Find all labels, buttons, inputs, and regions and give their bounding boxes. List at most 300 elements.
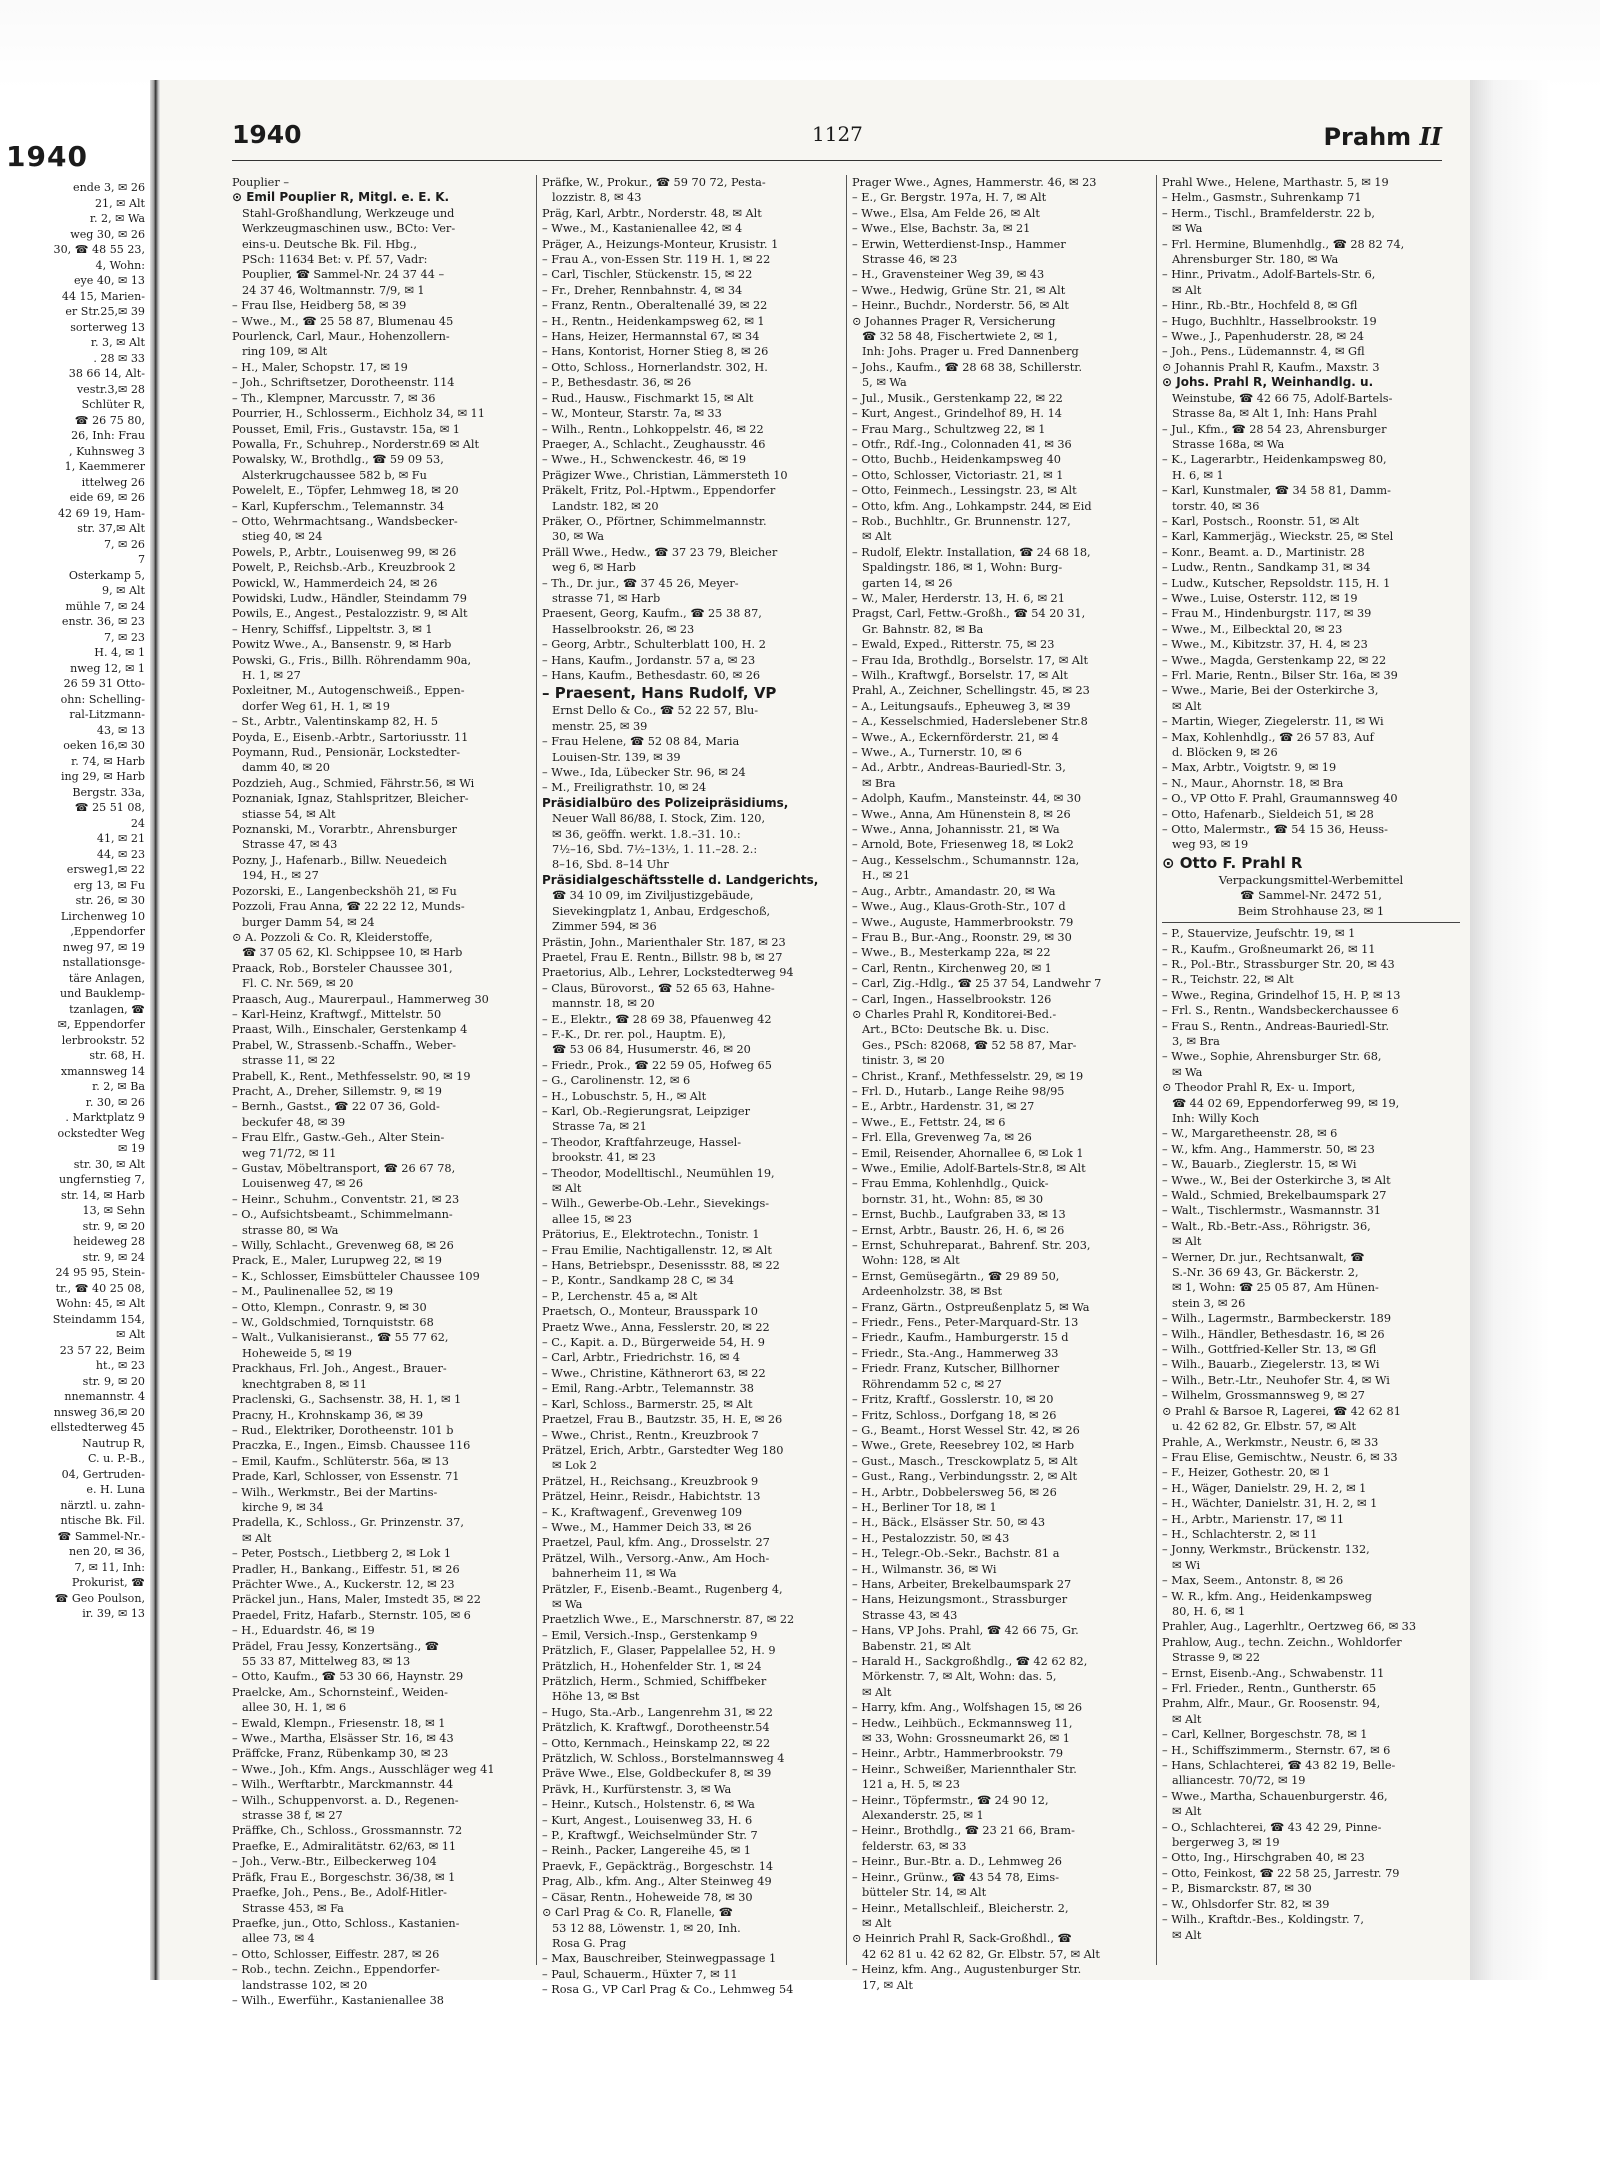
directory-entry: Powski, G., Fris., Billh. Röhrendamm 90a, bbox=[232, 653, 472, 667]
previous-page-line: närztl. u. zahn- bbox=[60, 1498, 145, 1512]
directory-entry: – Frl. D., Hutarb., Lange Reihe 98/95 bbox=[852, 1084, 1065, 1098]
directory-entry-continuation: 5, ✉ Wa bbox=[862, 376, 907, 390]
directory-entry-bold: ⊙ Johs. Prahl R, Weinhandlg. u. bbox=[1162, 375, 1374, 390]
directory-entry: – Otto, Schlosser, Eiffestr. 287, ✉ 26 bbox=[232, 1947, 440, 1961]
directory-entry: – Wilh., Kraftwgf., Borselstr. 17, ✉ Alt bbox=[852, 669, 1068, 682]
directory-entry-continuation: Weinstube, ☎ 42 66 75, Adolf-Bartels- bbox=[1172, 391, 1393, 405]
directory-entry: – Cäsar, Rentn., Hoheweide 78, ✉ 30 bbox=[542, 1890, 753, 1904]
previous-page-line: erg 13, ✉ Fu bbox=[73, 878, 145, 892]
directory-entry: – Hugo, Sta.-Arb., Langenrehm 31, ✉ 22 bbox=[542, 1705, 773, 1719]
directory-entry-continuation: weg 71/72, ✉ 11 bbox=[242, 1146, 337, 1160]
directory-entry-continuation: ✉ Alt bbox=[1172, 1928, 1202, 1942]
directory-entry: – K., Schlosser, Eimsbütteler Chaussee 109 bbox=[232, 1269, 480, 1283]
directory-entry: – Emil, Kaufm., Schlüterstr. 56a, ✉ 13 bbox=[232, 1454, 449, 1468]
directory-entry: – Wilh., Lagermstr., Barmbeckerstr. 189 bbox=[1162, 1312, 1392, 1326]
directory-entry: – Heinr., Bur.-Btr. a. D., Lehmweg 26 bbox=[852, 1855, 1062, 1869]
directory-entry: Poxleitner, M., Autogenschweiß., Eppen- bbox=[232, 684, 465, 698]
directory-entry-continuation: weg 93, ✉ 19 bbox=[1172, 838, 1249, 852]
directory-entry: – K., Lagerarbtr., Heidenkampsweg 80, bbox=[1162, 453, 1387, 467]
previous-page-line: str. 14, ✉ Harb bbox=[61, 1188, 145, 1202]
directory-entry: – Wilh., Schuppenvorst. a. D., Regenen- bbox=[232, 1793, 459, 1807]
previous-page-line: 7, ✉ 11, Inh: bbox=[74, 1560, 145, 1574]
directory-entry: – Erwin, Wetterdienst-Insp., Hammer bbox=[852, 237, 1066, 251]
directory-entry: – K., Kraftwagenf., Grevenweg 109 bbox=[542, 1505, 743, 1519]
directory-entry: – W., Goldschmied, Tornquiststr. 68 bbox=[232, 1316, 434, 1330]
directory-entry-continuation: damm 40, ✉ 20 bbox=[242, 761, 330, 775]
previous-page-line: nnemannstr. 4 bbox=[64, 1390, 145, 1403]
previous-page-line: 30, ☎ 48 55 23, bbox=[53, 243, 145, 256]
directory-entry-continuation: Mörkenstr. 7, ✉ Alt, Wohn: das. 5, bbox=[862, 1670, 1057, 1684]
directory-entry-continuation: beckufer 48, ✉ 39 bbox=[242, 1115, 346, 1129]
directory-entry: – Hans, Heizer, Hermannstal 67, ✉ 34 bbox=[542, 330, 760, 344]
directory-entry: – Wilh., Gewerbe-Ob.-Lehr., Sievekings- bbox=[542, 1197, 770, 1211]
directory-entry: – Otfr., Rdf.-Ing., Colonnaden 41, ✉ 36 bbox=[852, 437, 1072, 451]
directory-entry: Powelelt, E., Töpfer, Lehmweg 18, ✉ 20 bbox=[232, 484, 459, 498]
directory-entry-bold: ⊙ Otto F. Prahl R bbox=[1162, 853, 1303, 872]
previous-page-line: , Kuhnsweg 3 bbox=[69, 444, 145, 458]
directory-entry-continuation: Ardeenholzstr. 38, ✉ Bst bbox=[862, 1285, 1003, 1299]
directory-entry: Pradler, H., Bankang., Eiffestr. 51, ✉ 26 bbox=[232, 1562, 460, 1576]
directory-entry: Prahl, A., Zeichner, Schellingstr. 45, ✉ 23 bbox=[852, 684, 1090, 698]
directory-entry-continuation: strasse 38 f, ✉ 27 bbox=[242, 1809, 343, 1823]
directory-entry: – Wilhelm, Grossmannsweg 9, ✉ 27 bbox=[1162, 1389, 1365, 1403]
directory-entry: – Gust., Masch., Tresckowplatz 5, ✉ Alt bbox=[852, 1454, 1078, 1468]
directory-entry: – Friedr., Kaufm., Hamburgerstr. 15 d bbox=[852, 1331, 1069, 1345]
directory-entry-continuation: alliancestr. 70/72, ✉ 19 bbox=[1172, 1774, 1306, 1788]
previous-page-line: lerbrookstr. 52 bbox=[61, 1033, 145, 1047]
directory-entry-continuation: 121 a, H. 5, ✉ 23 bbox=[862, 1778, 960, 1792]
directory-entry: – Ernst, Eisenb.-Ang., Schwabenstr. 11 bbox=[1162, 1666, 1385, 1680]
directory-entry: – Th., Klempner, Marcusstr. 7, ✉ 36 bbox=[232, 391, 436, 405]
previous-page-line: 24 bbox=[130, 816, 145, 830]
directory-entry: – E., Gr. Bergstr. 197a, H. 7, ✉ Alt bbox=[852, 191, 1047, 205]
directory-entry: – Rud., Elektriker, Dorotheenstr. 101 b bbox=[232, 1423, 454, 1437]
directory-entry: – Otto, Malermstr., ☎ 54 15 36, Heuss- bbox=[1162, 823, 1388, 837]
directory-entry: – H., Gravensteiner Weg 39, ✉ 43 bbox=[852, 268, 1045, 282]
directory-entry: Praclenski, G., Sachsenstr. 38, H. 1, ✉ 1 bbox=[232, 1393, 462, 1407]
directory-entry: – Max, Arbtr., Voigtstr. 9, ✉ 19 bbox=[1162, 761, 1337, 775]
directory-entry: – Wwe., M., Hammer Deich 33, ✉ 26 bbox=[542, 1520, 752, 1534]
previous-page-line: r. 30, ✉ 26 bbox=[85, 1095, 145, 1109]
directory-entry: – H., Rentn., Heidenkampsweg 62, ✉ 1 bbox=[542, 314, 765, 328]
previous-page-line: 7, ✉ 26 bbox=[103, 537, 145, 551]
directory-entry: Praesent, Georg, Kaufm., ☎ 25 38 87, bbox=[542, 607, 762, 621]
directory-entry-continuation: 3, ✉ Bra bbox=[1172, 1034, 1220, 1048]
directory-entry: Prager Wwe., Agnes, Hammerstr. 46, ✉ 23 bbox=[852, 176, 1097, 189]
directory-entry: – W., Monteur, Starstr. 7a, ✉ 33 bbox=[542, 407, 722, 421]
directory-entry: Prackhaus, Frl. Joh., Angest., Brauer- bbox=[232, 1362, 447, 1376]
directory-entry-continuation: ☎ 32 58 48, Fischertwiete 2, ✉ 1, bbox=[862, 330, 1058, 344]
previous-page-line: nweg 97, ✉ 19 bbox=[63, 940, 145, 954]
directory-entry: Praeger, A., Schlacht., Zeughausstr. 46 bbox=[542, 437, 766, 451]
directory-entry-continuation: 17, ✉ Alt bbox=[862, 1978, 913, 1992]
directory-entry: Praetz Wwe., Anna, Fesslerstr. 20, ✉ 22 bbox=[542, 1320, 770, 1334]
directory-entry-continuation: Louisen-Str. 139, ✉ 39 bbox=[552, 750, 681, 764]
directory-entry: ⊙ Carl Prag & Co. R, Flanelle, ☎ bbox=[542, 1906, 733, 1920]
directory-entry: – Hans, Betriebspr., Desenissstr. 88, ✉ 22 bbox=[542, 1259, 780, 1273]
advert-line: ☎ Sammel-Nr. 2472 51, bbox=[1240, 888, 1382, 903]
directory-entry: – F.-K., Dr. rer. pol., Hauptm. E), bbox=[542, 1027, 726, 1041]
previous-page-column bbox=[0, 180, 145, 1622]
directory-entry: – Hans, Heizungsmont., Strassburger bbox=[852, 1593, 1068, 1607]
directory-entry: – Kurt, Angest., Grindelhof 89, H. 14 bbox=[852, 407, 1062, 421]
previous-page-line: ht., ✉ 23 bbox=[95, 1359, 145, 1372]
directory-entry-continuation: menstr. 25, ✉ 39 bbox=[552, 719, 648, 733]
directory-entry: Praelcke, Am., Schornsteinf., Weiden- bbox=[232, 1685, 448, 1699]
directory-entry-continuation: Ahrensburger Str. 180, ✉ Wa bbox=[1172, 253, 1339, 267]
directory-entry: – Gustav, Möbeltransport, ☎ 26 67 78, bbox=[232, 1162, 456, 1175]
directory-entry: – Adolph, Kaufm., Mansteinstr. 44, ✉ 30 bbox=[852, 792, 1082, 806]
directory-entry-continuation: Babenstr. 21, ✉ Alt bbox=[862, 1639, 971, 1653]
directory-entry: – P., Stauervize, Jeufschtr. 19, ✉ 1 bbox=[1162, 927, 1356, 941]
directory-entry-continuation: ✉ Lok 2 bbox=[552, 1459, 597, 1473]
directory-entry: – Ernst, Buchb., Laufgraben 33, ✉ 13 bbox=[852, 1208, 1066, 1222]
directory-entry: Prätorius, E., Elektrotechn., Tonistr. 1 bbox=[542, 1228, 760, 1242]
directory-entry: Präve Wwe., Else, Goldbeckufer 8, ✉ 39 bbox=[542, 1767, 772, 1781]
running-head bbox=[1323, 122, 1442, 151]
directory-entry-continuation: ✉ 33, Wohn: Grossneumarkt 26, ✉ 1 bbox=[862, 1732, 1070, 1746]
previous-page-line: r. 2, ✉ Ba bbox=[92, 1080, 145, 1093]
directory-entry: – Wilh., Bauarb., Ziegelerstr. 13, ✉ Wi bbox=[1162, 1358, 1380, 1372]
directory-entry: Powelt, P., Reichsb.-Arb., Kreuzbrook 2 bbox=[232, 561, 456, 575]
directory-entry: – E., Elektr., ☎ 28 69 38, Pfauenweg 42 bbox=[542, 1012, 772, 1026]
directory-entry: Pozny, J., Hafenarb., Billw. Neuedeich bbox=[232, 853, 447, 867]
directory-entry-continuation: weg 6, ✉ Harb bbox=[552, 561, 636, 575]
directory-entry: – W., Ohlsdorfer Str. 82, ✉ 39 bbox=[1162, 1897, 1330, 1911]
directory-entry: – Rosa G., VP Carl Prag & Co., Lehmweg 54 bbox=[542, 1983, 794, 1997]
directory-entry-continuation: ✉ Alt bbox=[552, 1182, 582, 1195]
directory-entry-continuation: H. 6, ✉ 1 bbox=[1172, 468, 1224, 482]
directory-entry: – Heinr., Schweißer, Mariennthaler Str. bbox=[852, 1762, 1077, 1776]
directory-entry: – Frl. Hermine, Blumenhdlg., ☎ 28 82 74, bbox=[1162, 237, 1405, 251]
directory-entry: – Karl, Kunstmaler, ☎ 34 58 81, Damm- bbox=[1162, 484, 1391, 498]
directory-entry: – W., Bauarb., Zieglerstr. 15, ✉ Wi bbox=[1162, 1158, 1357, 1172]
directory-entry-continuation: 24 37 46, Woltmannstr. 7/9, ✉ 1 bbox=[242, 283, 425, 297]
directory-entry: – Wwe., Else, Bachstr. 3a, ✉ 21 bbox=[852, 222, 1031, 236]
directory-entry: – W., Maler, Herderstr. 13, H. 6, ✉ 21 bbox=[852, 591, 1065, 605]
directory-entry-continuation: Alexanderstr. 25, ✉ 1 bbox=[862, 1809, 984, 1823]
directory-entry: – Jul., Kfm., ☎ 28 54 23, Ahrensburger bbox=[1162, 422, 1387, 436]
directory-entry: Praczka, E., Ingen., Eimsb. Chaussee 116 bbox=[232, 1439, 471, 1453]
directory-entry: – H., Schlachterstr. 2, ✉ 11 bbox=[1162, 1527, 1318, 1541]
previous-page-line: heideweg 28 bbox=[73, 1235, 145, 1248]
previous-page-line: enstr. 36, ✉ 23 bbox=[61, 615, 145, 628]
directory-entry: – Reinh., Packer, Langereihe 45, ✉ 1 bbox=[542, 1844, 751, 1858]
directory-entry-continuation: allee 73, ✉ 4 bbox=[242, 1932, 315, 1946]
directory-entry: – Wwe., Martha, Schauenburgerstr. 46, bbox=[1162, 1789, 1388, 1803]
directory-entry: – H., Arbtr., Marienstr. 17, ✉ 11 bbox=[1162, 1512, 1345, 1526]
previous-page-line: ir. 39, ✉ 13 bbox=[82, 1607, 145, 1620]
directory-entry: – Rob., techn. Zeichn., Eppendorfer- bbox=[232, 1963, 440, 1977]
directory-entry-continuation: bahnerheim 11, ✉ Wa bbox=[552, 1567, 677, 1581]
directory-entry: Powils, E., Angest., Pestalozzistr. 9, ✉ Alt bbox=[232, 607, 468, 621]
previous-page-line: eye 40, ✉ 13 bbox=[73, 274, 145, 287]
directory-entry: – C., Kapit. a. D., Bürgerweide 54, H. 9 bbox=[542, 1336, 765, 1350]
directory-entry: ⊙ Johannes Prager R, Versicherung bbox=[852, 314, 1056, 328]
directory-entry: – Friedr., Prok., ☎ 22 59 05, Hofweg 65 bbox=[542, 1058, 772, 1072]
directory-entry: Pozorski, E., Langenbeckshöh 21, ✉ Fu bbox=[232, 884, 457, 898]
directory-entry: – Wwe., Regina, Grindelhof 15, H. P, ✉ 13 bbox=[1162, 988, 1401, 1002]
directory-entry-continuation: Hasselbrookstr. 26, ✉ 23 bbox=[552, 622, 695, 636]
directory-entry: – H., Wächter, Danielstr. 31, H. 2, ✉ 1 bbox=[1162, 1497, 1378, 1511]
directory-entry: – Wilh., Gottfried-Keller Str. 13, ✉ Gfl bbox=[1162, 1343, 1377, 1357]
directory-entry-continuation: ☎ 44 02 69, Eppendorferweg 99, ✉ 19, bbox=[1172, 1096, 1400, 1110]
directory-entry-bold: Präsidialgeschäftsstelle d. Landgerichts, bbox=[542, 872, 819, 887]
directory-entry: Präker, O., Pförtner, Schimmelmannstr. bbox=[542, 514, 767, 528]
directory-entry-continuation: Strasse 46, ✉ 23 bbox=[862, 253, 958, 267]
directory-entry: – Hans, VP Johs. Prahl, ☎ 42 66 75, Gr. bbox=[852, 1624, 1079, 1638]
directory-entry: – Walt., Tischlermstr., Wasmannstr. 31 bbox=[1162, 1204, 1381, 1218]
directory-entry: Präckel jun., Hans, Maler, Imstedt 35, ✉ 22 bbox=[232, 1593, 481, 1607]
directory-entry: – P., Lerchenstr. 45 a, ✉ Alt bbox=[542, 1289, 698, 1303]
directory-entry: – H., Arbtr., Dobbelersweg 56, ✉ 26 bbox=[852, 1485, 1057, 1499]
directory-entry: – Hans, Kaufm., Bethesdastr. 60, ✉ 26 bbox=[542, 669, 761, 682]
directory-entry: – Wwe., Auguste, Hammerbrookstr. 79 bbox=[852, 915, 1074, 929]
directory-entry: – Rud., Hausw., Fischmarkt 15, ✉ Alt bbox=[542, 391, 754, 405]
directory-entry: Poznanski, M., Vorarbtr., Ahrensburger bbox=[232, 823, 457, 837]
directory-entry: – Hans, Kontorist, Horner Stieg 8, ✉ 26 bbox=[542, 345, 769, 359]
directory-entry: – Jonny, Werkmstr., Brückenstr. 132, bbox=[1162, 1543, 1370, 1557]
directory-entry: Praefke, Joh., Pens., Be., Adolf-Hitler- bbox=[232, 1886, 447, 1900]
directory-entry-continuation: ✉ Alt bbox=[862, 1685, 892, 1699]
directory-entry: – Friedr., Sta.-Ang., Hammerweg 33 bbox=[852, 1346, 1059, 1360]
directory-entry: – A., Kesselschmied, Haderslebener Str.8 bbox=[852, 715, 1088, 729]
previous-page-line: mühle 7, ✉ 24 bbox=[65, 599, 145, 613]
previous-page-line: str. 37,✉ Alt bbox=[77, 522, 145, 535]
directory-entry-continuation: ✉ Alt bbox=[1172, 283, 1202, 297]
directory-entry: – Wilh., Kraftdr.-Bes., Koldingstr. 7, bbox=[1162, 1913, 1364, 1927]
directory-entry: Präll Wwe., Hedw., ☎ 37 23 79, Bleicher bbox=[542, 545, 778, 559]
directory-entry-continuation: ☎ 37 05 62, Kl. Schippsee 10, ✉ Harb bbox=[242, 946, 463, 960]
directory-entry: – Wilh., Händler, Bethesdastr. 16, ✉ 26 bbox=[1162, 1327, 1385, 1341]
previous-page-line: ntische Bk. Fil. bbox=[60, 1514, 145, 1527]
directory-entry-continuation: Strasse 9, ✉ 22 bbox=[1172, 1651, 1261, 1665]
directory-entry-continuation: u. 42 62 82, Gr. Elbstr. 57, ✉ Alt bbox=[1172, 1420, 1357, 1434]
directory-entry: – Wilh., Ewerführ., Kastanienallee 38 bbox=[232, 1993, 444, 2007]
directory-entry: – Henry, Schiffsf., Lippeltstr. 3, ✉ 1 bbox=[232, 622, 433, 636]
directory-entry-continuation: PSch: 11634 Bet: v. Pf. 57, Vadr: bbox=[242, 253, 428, 267]
scan-background bbox=[0, 0, 1600, 90]
directory-entry: – Wwe., A., Turnerstr. 10, ✉ 6 bbox=[852, 746, 1022, 760]
previous-page-year: 1940 bbox=[6, 140, 88, 173]
directory-entry: – Wwe., Christ., Rentn., Kreuzbrook 7 bbox=[542, 1428, 759, 1442]
directory-entry: Prätzlich, H., Hohenfelder Str. 1, ✉ 24 bbox=[542, 1659, 762, 1673]
directory-entry: – Wwe., Magda, Gerstenkamp 22, ✉ 22 bbox=[1162, 653, 1387, 667]
previous-page-line: 41, ✉ 21 bbox=[96, 832, 145, 845]
directory-entry: – Harry, kfm. Ang., Wolfshagen 15, ✉ 26 bbox=[852, 1701, 1083, 1715]
previous-page-line: Prokurist, ☎ bbox=[71, 1576, 145, 1589]
directory-entry: – Wwe., Luise, Osterstr. 112, ✉ 19 bbox=[1162, 591, 1358, 605]
previous-page-line: str. 26, ✉ 30 bbox=[75, 894, 145, 907]
directory-entry: Praack, Rob., Borsteler Chaussee 301, bbox=[232, 961, 453, 975]
directory-entry: – Wwe., Elsa, Am Felde 26, ✉ Alt bbox=[852, 206, 1040, 220]
directory-entry: ⊙ Prahl & Barsoe R, Lagerei, ☎ 42 62 81 bbox=[1162, 1404, 1401, 1418]
directory-entry: Praefke, E., Admiralitätstr. 62/63, ✉ 11 bbox=[232, 1839, 457, 1853]
directory-entry: – O., VP Otto F. Prahl, Graumannsweg 40 bbox=[1162, 792, 1398, 806]
directory-entry: Powickl, W., Hammerdeich 24, ✉ 26 bbox=[232, 576, 438, 590]
directory-entry: Pourlenck, Carl, Maur., Hohenzollern- bbox=[232, 330, 450, 344]
directory-entry: – Frl. Marie, Rentn., Bilser Str. 16a, ✉ 39 bbox=[1162, 669, 1398, 682]
directory-entry: – Hedw., Leihbüch., Eckmannsweg 11, bbox=[852, 1716, 1073, 1730]
directory-entry-continuation: strasse 80, ✉ Wa bbox=[242, 1223, 339, 1237]
directory-entry-continuation: ✉ Wa bbox=[1172, 1065, 1203, 1079]
directory-entry: Präfk, Frau E., Borgeschstr. 36/38, ✉ 1 bbox=[232, 1870, 456, 1884]
directory-entry-continuation: Strasse 8a, ✉ Alt 1, Inh: Hans Prahl bbox=[1172, 407, 1378, 421]
directory-entry: – Wwe., J., Papenhuderstr. 28, ✉ 24 bbox=[1162, 330, 1364, 344]
directory-entry: – Ernst, Gemüsegärtn., ☎ 29 89 50, bbox=[852, 1269, 1060, 1283]
previous-page-line: ral-Litzmann- bbox=[69, 708, 145, 721]
directory-entry: – Arnold, Bote, Friesenweg 18, ✉ Lok2 bbox=[852, 838, 1074, 852]
directory-entry: – Willy, Schlacht., Grevenweg 68, ✉ 26 bbox=[232, 1239, 454, 1253]
directory-entry: Prade, Karl, Schlosser, von Essenstr. 71 bbox=[232, 1470, 460, 1484]
directory-entry: Prätzlich, K. Kraftwgf., Dorotheenstr.54 bbox=[542, 1721, 770, 1735]
directory-entry-continuation: burger Damm 54, ✉ 24 bbox=[242, 915, 375, 929]
directory-entry-continuation: mannstr. 18, ✉ 20 bbox=[552, 997, 655, 1011]
previous-page-line: ✉ Alt bbox=[116, 1328, 145, 1341]
directory-entry: – M., Freiligrathstr. 10, ✉ 24 bbox=[542, 781, 707, 795]
directory-entry: – Aug., Kesselschm., Schumannstr. 12a, bbox=[852, 853, 1080, 867]
directory-entry: Pragst, Carl, Fettw.-Großh., ☎ 54 20 31, bbox=[852, 607, 1086, 621]
directory-entry: – Frau Emilie, Nachtigallenstr. 12, ✉ Alt bbox=[542, 1243, 772, 1257]
advert-line: Beim Strohhause 23, ✉ 1 bbox=[1237, 903, 1385, 918]
directory-entry-continuation: 30, ✉ Wa bbox=[552, 530, 604, 544]
directory-entry: – Wwe., Sophie, Ahrensburger Str. 68, bbox=[1162, 1050, 1382, 1064]
directory-entry: – W. R., kfm. Ang., Heidenkampsweg bbox=[1162, 1589, 1372, 1603]
directory-entry: – Carl, Zig.-Hdlg., ☎ 25 37 54, Landwehr 7 bbox=[852, 977, 1102, 991]
directory-entry: – Werner, Dr. jur., Rechtsanwalt, ☎ bbox=[1162, 1250, 1365, 1264]
previous-page-line: nnsweg 36,✉ 20 bbox=[53, 1405, 145, 1419]
directory-entry-continuation: S.-Nr. 36 69 43, Gr. Bäckerstr. 2, bbox=[1172, 1266, 1359, 1280]
directory-entry: – Wwe., M., Eilbecktal 20, ✉ 23 bbox=[1162, 622, 1343, 636]
directory-entry-continuation: eins-u. Deutsche Bk. Fil. Hbg., bbox=[242, 237, 417, 251]
previous-page-line: C. u. P.-B., bbox=[87, 1452, 145, 1465]
directory-entry: – Otto, Wehrmachtsang., Wandsbecker- bbox=[232, 514, 458, 528]
previous-page-line: . Marktplatz 9 bbox=[65, 1111, 145, 1124]
directory-entry-continuation: stein 3, ✉ 26 bbox=[1172, 1296, 1246, 1310]
directory-entry: – O., Aufsichtsbeamt., Schimmelmann- bbox=[232, 1208, 453, 1222]
directory-entry: – Max, Kohlenhdlg., ☎ 26 57 83, Auf bbox=[1162, 730, 1374, 744]
directory-entry: Prag, Alb., kfm. Ang., Alter Steinweg 49 bbox=[542, 1875, 772, 1889]
previous-page-line: 9, ✉ Alt bbox=[102, 584, 145, 597]
directory-entry: – Herm., Tischl., Bramfelderstr. 22 b, bbox=[1162, 206, 1376, 220]
previous-page-line: ellstedterweg 45 bbox=[50, 1421, 145, 1434]
directory-entry: – Theodor, Modelltischl., Neumühlen 19, bbox=[542, 1166, 775, 1180]
directory-entry: Prahlow, Aug., techn. Zeichn., Wohldorfer bbox=[1162, 1635, 1402, 1649]
directory-entry: – Wwe., B., Mesterkamp 22a, ✉ 22 bbox=[852, 946, 1051, 960]
directory-entry-continuation: kirche 9, ✉ 34 bbox=[242, 1500, 324, 1514]
directory-entry: Prägizer Wwe., Christian, Lämmersteth 10 bbox=[542, 468, 788, 482]
directory-entry-continuation: Stahl-Großhandlung, Werkzeuge und bbox=[242, 206, 455, 220]
directory-entry: – Karl, Kammerjäg., Wieckstr. 25, ✉ Stel bbox=[1162, 530, 1394, 544]
directory-entry: ⊙ Theodor Prahl R, Ex- u. Import, bbox=[1162, 1081, 1356, 1095]
directory-entry: – O., Schlachterei, ☎ 43 42 29, Pinne- bbox=[1162, 1820, 1382, 1834]
previous-page-line: 13, ✉ Sehn bbox=[82, 1204, 145, 1217]
directory-entry: – Otto, Schlosser, Victoriastr. 21, ✉ 1 bbox=[852, 468, 1064, 482]
directory-entry: – Otto, Kaufm., ☎ 53 30 66, Haynstr. 29 bbox=[232, 1670, 464, 1684]
directory-entry: – H., Eduardstr. 46, ✉ 19 bbox=[232, 1624, 375, 1638]
previous-page-line: ☎ Geo Poulson, bbox=[54, 1591, 145, 1605]
directory-entry-continuation: Landstr. 182, ✉ 20 bbox=[552, 499, 659, 513]
directory-entry: – Franz, Rentn., Oberaltenallé 39, ✉ 22 bbox=[542, 299, 768, 313]
previous-page-line: ersweg1,✉ 22 bbox=[66, 863, 145, 876]
directory-entry-continuation: tinistr. 3, ✉ 20 bbox=[862, 1054, 945, 1068]
directory-entry: Prävk, H., Kurfürstenstr. 3, ✉ Wa bbox=[542, 1782, 732, 1796]
directory-entry: – Otto, Buchb., Heidenkampsweg 40 bbox=[852, 453, 1061, 467]
directory-entry: – G., Carolinenstr. 12, ✉ 6 bbox=[542, 1074, 691, 1088]
previous-page-line: weg 30, ✉ 26 bbox=[70, 227, 145, 241]
directory-entry: – A., Leitungsaufs., Epheuweg 3, ✉ 39 bbox=[852, 699, 1071, 713]
directory-entry: – G., Beamt., Horst Wessel Str. 42, ✉ 26 bbox=[852, 1423, 1080, 1437]
previous-page-line: ☎ 26 75 80, bbox=[74, 413, 145, 427]
directory-entry-continuation: lozzistr. 8, ✉ 43 bbox=[552, 191, 642, 205]
directory-entry-continuation: bütteler Str. 14, ✉ Alt bbox=[862, 1886, 987, 1900]
directory-entry: – Heinr., Schuhm., Conventstr. 21, ✉ 23 bbox=[232, 1192, 460, 1206]
directory-entry: – Hans, Kaufm., Jordanstr. 57 a, ✉ 23 bbox=[542, 653, 756, 667]
directory-entry: – Heinr., Brothdlg., ☎ 23 21 66, Bram- bbox=[852, 1824, 1075, 1838]
directory-entry: – Fritz, Schloss., Dorfgang 18, ✉ 26 bbox=[852, 1408, 1057, 1422]
directory-entry: – Fritz, Kraftf., Gosslerstr. 10, ✉ 20 bbox=[852, 1393, 1054, 1407]
directory-entry: – Frau M., Hindenburgstr. 117, ✉ 39 bbox=[1162, 607, 1372, 621]
directory-entry-continuation: ☎ 34 10 09, im Ziviljustizgebäude, bbox=[552, 889, 754, 903]
directory-entry: – Joh., Verw.-Btr., Eilbeckerweg 104 bbox=[232, 1855, 437, 1869]
directory-entry: – Otto, kfm. Ang., Lohkampstr. 244, ✉ Eid bbox=[852, 499, 1092, 513]
directory-entry: Pracny, H., Krohnskamp 36, ✉ 39 bbox=[232, 1408, 424, 1422]
directory-column-1 bbox=[232, 175, 530, 2008]
directory-entry: – Heinr., Buchdr., Norderstr. 56, ✉ Alt bbox=[852, 299, 1069, 313]
directory-entry-continuation: Röhrendamm 52 c, ✉ 27 bbox=[862, 1377, 1002, 1391]
directory-entry: – Wilh., Werftarbtr., Marckmannstr. 44 bbox=[232, 1778, 454, 1792]
directory-entry: Prabel, W., Strassenb.-Schaffn., Weber- bbox=[232, 1038, 457, 1052]
previous-page-line: Wohn: 45, ✉ Alt bbox=[56, 1297, 145, 1310]
directory-entry: Poyda, E., Eisenb.-Arbtr., Sartoriusstr. 11 bbox=[232, 730, 469, 744]
directory-entry: – Carl, Tischler, Stückenstr. 15, ✉ 22 bbox=[542, 268, 753, 282]
previous-page-line: ockstedter Weg bbox=[57, 1126, 145, 1140]
directory-entry: – Wwe., Grete, Reesebrey 102, ✉ Harb bbox=[852, 1439, 1075, 1453]
previous-page-line: str. 9, ✉ 20 bbox=[82, 1219, 145, 1233]
directory-entry-continuation: stiasse 54, ✉ Alt bbox=[242, 807, 336, 821]
previous-page-line: 4, Wohn: bbox=[95, 258, 145, 272]
directory-entry: ⊙ Charles Prahl R, Konditorei-Bed.- bbox=[852, 1007, 1057, 1021]
directory-entry-continuation: 80, H. 6, ✉ 1 bbox=[1172, 1604, 1246, 1618]
directory-entry: – R., Pol.-Btr., Strassburger Str. 20, ✉ 43 bbox=[1162, 957, 1395, 971]
directory-entry: – Wilh., Rentn., Lohkoppelstr. 46, ✉ 22 bbox=[542, 422, 764, 436]
previous-page-line: r. 74, ✉ Harb bbox=[71, 754, 145, 768]
previous-page-fragment bbox=[0, 120, 150, 2000]
directory-entry-continuation: H. 1, ✉ 27 bbox=[242, 669, 301, 682]
directory-entry-continuation: 8–16, Sbd. 8–14 Uhr bbox=[552, 858, 669, 872]
column-divider bbox=[1156, 175, 1157, 1965]
directory-entry: – Wwe., Anna, Am Hünenstein 8, ✉ 26 bbox=[852, 807, 1071, 821]
directory-entry: – Wwe., Emilie, Adolf-Bartels-Str.8, ✉ Alt bbox=[852, 1162, 1086, 1175]
directory-entry: Praetorius, Alb., Lehrer, Lockstedterweg 94 bbox=[542, 966, 794, 980]
directory-entry: – Frau Elise, Gemischtw., Neustr. 6, ✉ 33 bbox=[1162, 1450, 1398, 1464]
directory-entry-continuation: Strasse 453, ✉ Fa bbox=[242, 1901, 344, 1915]
directory-entry: – Emil, Versich.-Insp., Gerstenkamp 9 bbox=[542, 1628, 758, 1642]
previous-page-line: 44, ✉ 23 bbox=[96, 847, 145, 861]
previous-page-line: r. 3, ✉ Alt bbox=[90, 336, 145, 349]
directory-entry-continuation: ✉ Alt bbox=[242, 1531, 272, 1545]
directory-entry-continuation: stieg 40, ✉ 24 bbox=[242, 530, 323, 544]
directory-entry-continuation: strasse 71, ✉ Harb bbox=[552, 591, 661, 605]
directory-entry-continuation: Ges., PSch: 82068, ☎ 52 58 87, Mar- bbox=[862, 1038, 1077, 1052]
directory-entry: – Frau A., von-Essen Str. 119 H. 1, ✉ 22 bbox=[542, 253, 771, 267]
directory-entry-continuation: brookstr. 41, ✉ 23 bbox=[552, 1151, 656, 1165]
directory-entry-continuation: Werkzeugmaschinen usw., BCto: Ver- bbox=[242, 222, 456, 236]
directory-entry: – Claus, Bürovorst., ☎ 52 65 63, Hahne- bbox=[542, 981, 775, 995]
directory-entry: Präffke, Ch., Schloss., Grossmannstr. 72 bbox=[232, 1824, 463, 1838]
directory-entry-continuation: d. Blöcken 9, ✉ 26 bbox=[1172, 746, 1278, 760]
directory-entry: – Frl. Frieder., Rentn., Guntherstr. 65 bbox=[1162, 1682, 1377, 1695]
